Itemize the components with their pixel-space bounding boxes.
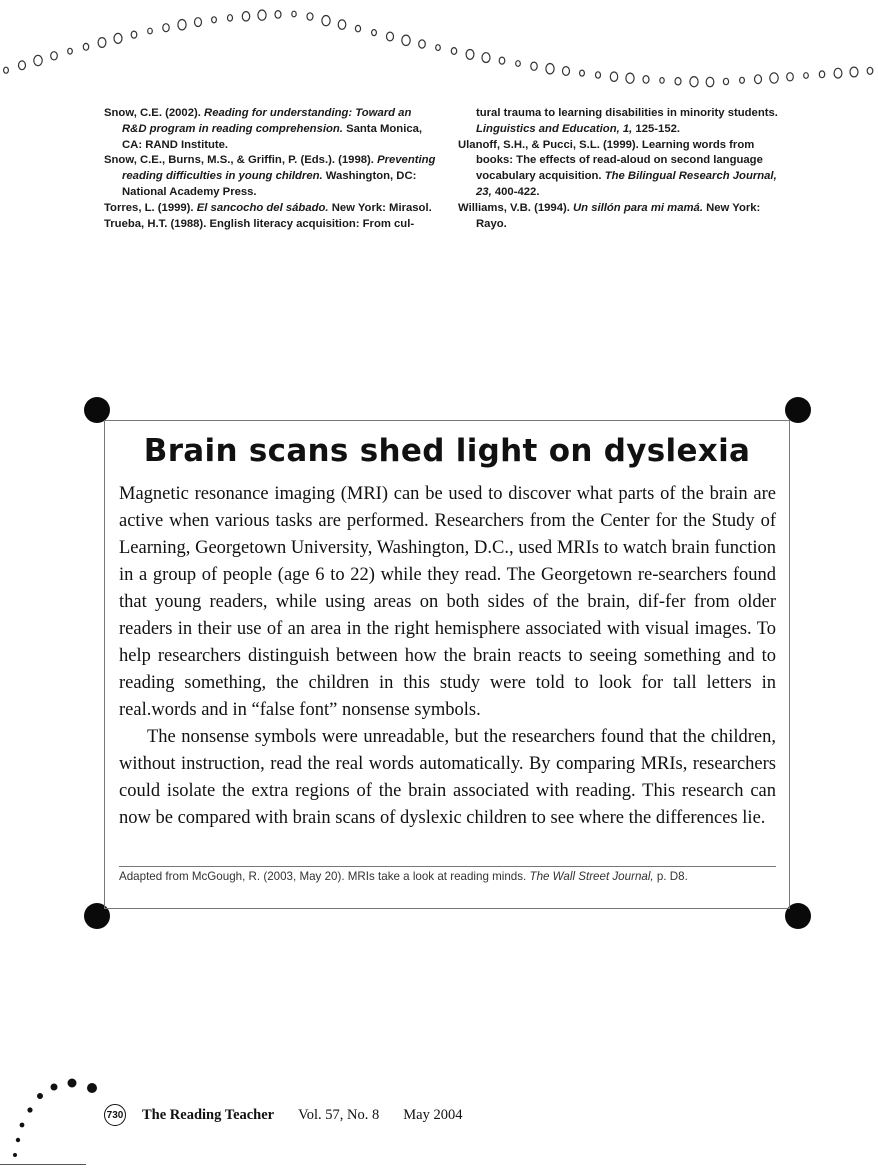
- decorative-circle: [580, 70, 585, 76]
- decorative-circle: [643, 76, 649, 84]
- decorative-circle: [307, 13, 313, 20]
- decorative-circle: [531, 62, 537, 70]
- decorative-circle: [258, 10, 266, 20]
- sidebar-paragraph: The nonsense symbols were unreadable, but the researchers found that the children, without instruction, read the real words automatically. By comparing MRIs, researchers could isolate the extra regions of the brain associated with reading. This research can now be compared with brain scans of dyslexic children to see where the differences lie.: [119, 727, 776, 828]
- decorative-circle: [114, 33, 122, 43]
- decorative-circle: [706, 77, 714, 86]
- decorative-circle: [546, 63, 554, 73]
- decorative-circle: [563, 67, 570, 76]
- decorative-circle: [596, 72, 601, 78]
- decorative-circle: [228, 15, 233, 21]
- decorative-circle: [451, 48, 456, 55]
- reference-entry: Williams, V.B. (1994). Un sillón para mi mamá. New York: Rayo.: [458, 201, 761, 230]
- decorative-circle: [83, 43, 88, 50]
- sidebar-title: Brain scans shed light on dyslexia: [143, 433, 751, 469]
- decorative-circle: [436, 45, 441, 51]
- decorative-circle: [195, 18, 202, 27]
- decorative-circle: [755, 75, 762, 84]
- decorative-circle: [610, 72, 617, 81]
- decorative-circle: [482, 53, 490, 63]
- decorative-circle: [242, 12, 249, 21]
- decorative-circle: [850, 67, 858, 77]
- decorative-circle: [723, 78, 728, 84]
- decorative-dots: [0, 1070, 110, 1170]
- decorative-circle: [819, 71, 824, 78]
- decorative-circle: [68, 48, 73, 54]
- sidebar-source: Adapted from McGough, R. (2003, May 20). MRIs take a look at reading minds. The Wall Street Journal, p. D8.: [119, 870, 688, 883]
- sidebar-body: [119, 481, 776, 832]
- decorative-circle: [740, 77, 745, 83]
- decorative-circle: [660, 78, 664, 84]
- decorative-circle: [675, 78, 681, 85]
- reference-entry: Ulanoff, S.H., & Pucci, S.L. (1999). Learning words from books: The effects of read-aloud on second language vocabulary acquisition. The Bilingual Research Journal, 23, 400-422.: [458, 138, 777, 198]
- decorative-circle: [51, 52, 58, 60]
- decorative-circle: [19, 61, 26, 70]
- reference-entry: Snow, C.E. (2002). Reading for understanding: Toward an R&D program in reading comprehension. Santa Monica, CA: RAND Institute.: [104, 107, 423, 151]
- decorative-circle: [212, 17, 217, 23]
- decorative-circle: [34, 55, 42, 65]
- decorative-circle: [419, 40, 426, 48]
- references-left-column: [104, 106, 437, 232]
- decorative-circle: [466, 50, 474, 60]
- decorative-circle: [4, 67, 9, 73]
- decorative-circle: [787, 73, 794, 81]
- decorative-circle: [178, 20, 186, 30]
- decorative-circle: [804, 73, 809, 79]
- decorative-circle: [372, 30, 377, 36]
- reference-entry: Trueba, H.T. (1988). English literacy acquisition: From cul-: [104, 217, 415, 230]
- issue-date: May 2004: [403, 1106, 463, 1123]
- decorative-circle: [770, 73, 778, 83]
- decorative-circle: [98, 38, 106, 48]
- decorative-circle: [690, 77, 698, 87]
- sidebar-box: [104, 420, 790, 909]
- decorative-circle: [148, 28, 153, 34]
- journal-name: The Reading Teacher: [142, 1106, 275, 1123]
- decorative-circle: [355, 25, 360, 31]
- volume-info: Vol. 57, No. 8: [298, 1106, 380, 1123]
- decorative-circle: [402, 35, 410, 45]
- decorative-circle: [131, 31, 137, 38]
- sidebar-paragraph: Magnetic resonance imaging (MRI) can be used to discover what parts of the brain are active when various tasks are performed. Researchers from the Center for the Study of Learning, Georgetown University, Washington, D.C., used MRIs to watch brain function in a group of people (age 6 to 22) while they read. The Georgetown re-searchers found that young readers, while using areas on both sides of the brain, dif-fer from older readers in their use of an area in the right hemisphere associated with visual images. To help researchers distinguish between how the brain reacts to seeing something and to reading something, the children in this study were told to look for tall letters in real.words and in “false font” nonsense symbols.: [119, 484, 776, 720]
- reference-entry: Snow, C.E., Burns, M.S., & Griffin, P. (Eds.). (1998). Preventing reading difficulties in young children. Washington, DC: National Academy Press.: [104, 154, 436, 198]
- decorative-circle: [867, 67, 873, 74]
- decorative-circle: [163, 24, 169, 32]
- bottom-rule: [0, 1164, 86, 1165]
- decorative-circle: [499, 57, 505, 64]
- decorative-circle: [387, 32, 394, 41]
- decorative-circle: [516, 61, 521, 67]
- decorative-circle: [292, 11, 296, 17]
- page-footer: [104, 1102, 462, 1128]
- reference-entry-continued: tural trauma to learning disabilities in minority students. Linguistics and Education, 1, 125-152.: [476, 107, 778, 135]
- decorative-circle: [626, 73, 634, 83]
- references-right-column: [458, 106, 790, 232]
- decorative-circle-border: [0, 0, 878, 95]
- source-divider: [119, 866, 776, 867]
- decorative-circle: [834, 68, 842, 78]
- reference-entry: Torres, L. (1999). El sancocho del sábado. New York: Mirasol.: [104, 201, 432, 214]
- decorative-circle: [275, 11, 281, 19]
- decorative-circle: [338, 20, 346, 29]
- page-number: 730: [104, 1104, 126, 1126]
- decorative-circle: [322, 16, 330, 26]
